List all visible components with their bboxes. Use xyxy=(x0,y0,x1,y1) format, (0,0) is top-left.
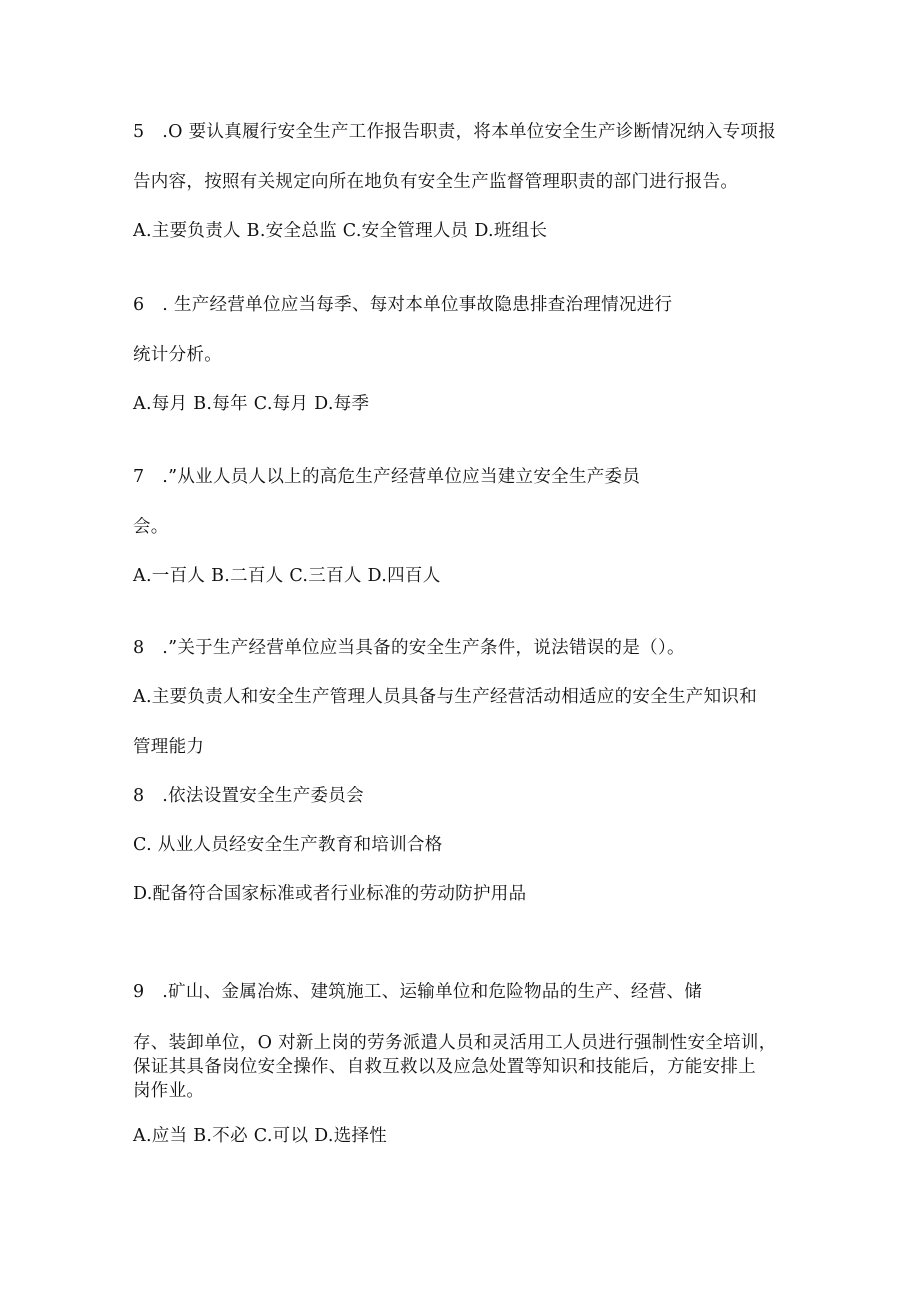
question-8-option-c: C. 从业人员经安全生产教育和培训合格 xyxy=(133,835,443,855)
question-8-option-d: D.配备符合国家标准或者行业标准的劳动防护用品 xyxy=(133,884,527,904)
question-7-stem-line-1: 7 .”从业人员人以上的高危生产经营单位应当建立安全生产委员 xyxy=(133,467,641,487)
question-8-option-a-line-1: A.主要负责人和安全生产管理人员具备与生产经营活动相适应的安全生产知识和 xyxy=(133,687,757,707)
question-5-options: A.主要负责人 B.安全总监 C.安全管理人员 D.班组长 xyxy=(133,221,548,241)
question-8-option-b: 8 .依法设置安全生产委员会 xyxy=(133,786,364,806)
question-8-option-a-line-2: 管理能力 xyxy=(133,737,205,757)
question-9-stem-line-1: 9 .矿山、金属冶炼、建筑施工、运输单位和危险物品的生产、经营、储 xyxy=(133,982,703,1002)
question-7-options: A.一百人 B.二百人 C.三百人 D.四百人 xyxy=(133,566,441,586)
question-5-stem-line-2: 告内容，按照有关规定向所在地负有安全生产监督管理职责的部门进行报告。 xyxy=(133,172,739,192)
question-6-stem-line-2: 统计分析。 xyxy=(133,345,222,365)
question-7-stem-line-2: 会。 xyxy=(133,517,169,537)
question-6-options: A.每月 B.每年 C.每月 D.每季 xyxy=(133,394,370,414)
question-9-stem-line-4: 岗作业。 xyxy=(133,1081,205,1101)
question-6-stem-line-1: 6 . 生产经营单位应当每季、每对本单位事故隐患排查治理情况进行 xyxy=(133,295,673,315)
question-5-stem-line-1: 5 .O 要认真履行安全生产工作报告职责，将本单位安全生产诊断情况纳入专项报 xyxy=(133,122,777,142)
question-8-stem: 8 .”关于生产经营单位应当具备的安全生产条件，说法错误的是（）。 xyxy=(133,638,685,658)
question-9-stem-line-2: 存、装卸单位，O 对新上岗的劳务派遣人员和灵活用工人员进行强制性安全培训， xyxy=(133,1033,777,1053)
question-9-stem-line-3: 保证其具备岗位安全操作、自救互救以及应急处置等知识和技能后，方能安排上 xyxy=(133,1057,756,1077)
question-9-options: A.应当 B.不必 C.可以 D.选择性 xyxy=(133,1126,388,1146)
